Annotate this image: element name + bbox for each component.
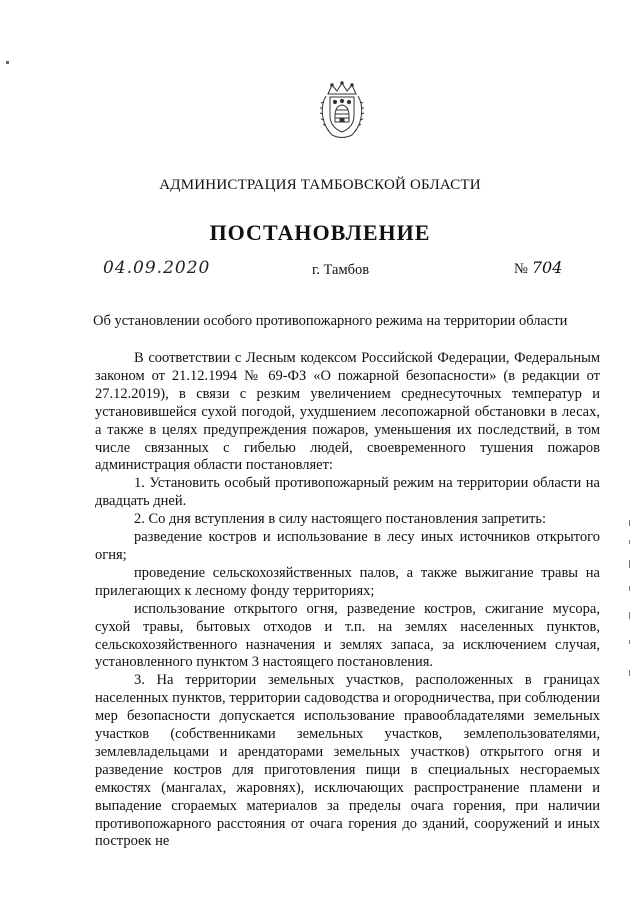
document-body: [95, 350, 600, 851]
document-date: 04.09.2020: [103, 258, 211, 278]
paragraph-item-3: 3. На территории земельных участков, расположенных в границах населенных пунктов, территории садоводства и огородничества, при соблюдении мер безопасности допускается использование правообладателями земельных участков (собственниками земельных участков, землепользователями, землевладельцами и арендаторами земельных участков) открытого огня и разведение костров для приготовления пищи в специальных несгораемых емкостях (мангалах, жаровнях), исключающих распространение пламени и выпадение сгораемых материалов за пределы очага горения, при наличии противопожарного расстояния от очага горения до зданий, сооружений и иных построек не: [95, 672, 600, 850]
scan-edge-marks: [628, 520, 632, 690]
paragraph-subitem: разведение костров и использование в лесу иных источников открытого огня;: [95, 529, 600, 563]
number-value: 704: [531, 258, 563, 277]
scan-mark: [6, 61, 9, 64]
coat-of-arms-icon: [318, 80, 366, 142]
paragraph-subitem: проведение сельскохозяйственных палов, а также выжигание травы на прилегающих к лесному фонду территориях;: [95, 564, 600, 599]
number-prefix: №: [514, 261, 528, 277]
document-subject: Об установлении особого противопожарного режима на территории области: [93, 313, 568, 329]
document-number: [514, 258, 562, 278]
paragraph-item-2: 2. Со дня вступления в силу настоящего постановления запретить:: [134, 511, 546, 528]
document-title: ПОСТАНОВЛЕНИЕ: [209, 220, 431, 245]
paragraph-item-1: 1. Установить особый противопожарный режим на территории области на двадцать дней.: [95, 475, 600, 510]
document-city: г. Тамбов: [312, 262, 370, 278]
paragraph-subitem: использование открытого огня, разведение костров, сжигание мусора, сухой травы, бытовых отходов и т.п. на землях населенных пунктов, сельскохозяйственного назначения и землях запаса, за исключением случая, установленного пунктом 3 настоящего постановления.: [95, 600, 600, 671]
paragraph-preamble: В соответствии с Лесным кодексом Российской Федерации, Федеральным законом от 21.12.1994 № 69-ФЗ «О пожарной безопасности» (в редакции от 27.12.2019), в связи с резким увеличением среднесуточных температур и установившейся сухой погодой, ухудшением лесопожарной обстановки в лесах, а также в целях предупреждения пожаров, уменьшения их последствий, в том числе связанных с гибелью людей, своевременного тушения пожаров администрация области постановляет:: [95, 350, 600, 474]
organization-name: АДМИНИСТРАЦИЯ ТАМБОВСКОЙ ОБЛАСТИ: [159, 177, 481, 193]
